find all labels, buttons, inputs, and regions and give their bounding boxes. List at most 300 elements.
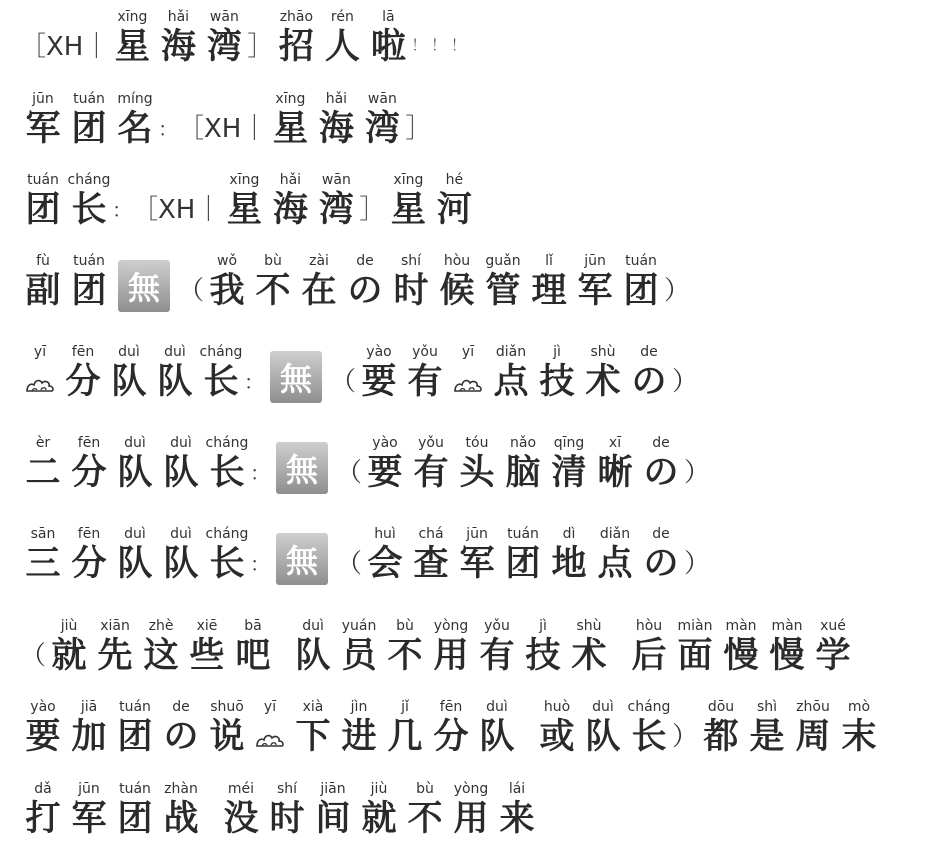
ruby-character (526, 253, 572, 312)
pinyin: yào (366, 344, 392, 360)
ruby-character (20, 526, 66, 585)
pinyin: yǒu (412, 344, 438, 360)
ruby-character (158, 699, 204, 758)
pinyin: duì (118, 344, 140, 360)
ruby-character (546, 435, 592, 494)
pinyin: jì (539, 618, 547, 634)
pinyin: fēn (77, 435, 101, 451)
ruby-character (319, 9, 365, 68)
ruby-character (20, 781, 66, 840)
colon-mark: ： (112, 198, 132, 222)
ruby-character (428, 618, 474, 677)
pinyin: chá (418, 526, 444, 542)
punctuation: ） (672, 367, 699, 397)
hanzi: 分 (71, 453, 107, 493)
hanzi: 长 (203, 362, 239, 402)
ruby-character (46, 618, 92, 677)
pinyin: shù (576, 618, 602, 634)
colon-mark: ： (158, 117, 178, 141)
hanzi: 星 (114, 27, 150, 67)
hanzi: 时 (393, 271, 429, 311)
hanzi: 湾 (364, 109, 400, 149)
hanzi: の (643, 453, 679, 493)
ruby-character (336, 699, 382, 758)
ruby-character (221, 172, 267, 231)
ruby-character (184, 618, 230, 677)
pinyin: bù (396, 618, 414, 634)
ruby-character (408, 526, 454, 585)
pinyin: fēn (77, 526, 101, 542)
ruby-character (204, 699, 250, 758)
hanzi: 要 (25, 717, 61, 757)
pinyin: hé (445, 172, 464, 188)
hanzi: 就 (51, 636, 87, 676)
hanzi: 查 (413, 544, 449, 584)
ruby-character (638, 435, 684, 494)
hanzi: 学 (815, 636, 851, 676)
ruby-character (454, 526, 500, 585)
ruby-character (112, 526, 158, 585)
pinyin: jìn (350, 699, 368, 715)
ruby-character (204, 253, 250, 312)
hanzi: 都 (703, 717, 739, 757)
ruby-character (744, 699, 790, 758)
hanzi: 队 (117, 544, 153, 584)
pinyin: jiā (80, 699, 98, 715)
pinyin: tuán (27, 172, 59, 188)
hanzi: 团 (71, 271, 107, 311)
pinyin: duì (170, 435, 192, 451)
colon-mark: ： (250, 461, 270, 485)
pinyin: dì (562, 526, 576, 542)
pinyin: yǒu (484, 618, 510, 634)
ruby-character (336, 618, 382, 677)
hanzi: 些 (189, 636, 225, 676)
pinyin: yòng (453, 781, 489, 797)
ruby-character (158, 526, 204, 585)
ruby-character (474, 618, 520, 677)
hanzi: 候 (439, 271, 475, 311)
hanzi: 慢 (769, 636, 805, 676)
ruby-character (500, 435, 546, 494)
ruby-character (204, 435, 250, 494)
pinyin: de (652, 435, 670, 451)
punctuation: （ (178, 276, 205, 306)
pinyin: jūn (466, 526, 488, 542)
hanzi: 长 (209, 453, 245, 493)
ruby-character (310, 781, 356, 840)
pinyin: yī (33, 344, 47, 360)
pinyin: yào (30, 699, 56, 715)
hanzi: 先 (97, 636, 133, 676)
hanzi: 不 (255, 271, 291, 311)
ruby-character (250, 699, 290, 758)
hanzi: 打 (25, 799, 61, 839)
pinyin: yī (263, 699, 277, 715)
hanzi: 战 (163, 799, 199, 839)
pinyin: duì (170, 526, 192, 542)
ruby-character (201, 9, 247, 68)
ruby-character (273, 9, 319, 68)
ruby-character (20, 253, 66, 312)
ruby-character (638, 526, 684, 585)
pinyin: méi (227, 781, 255, 797)
hanzi: 星 (390, 190, 426, 230)
hanzi: 员 (341, 636, 377, 676)
pinyin: shí (400, 253, 422, 269)
pinyin: hǎi (167, 9, 190, 25)
ruby-character (672, 618, 718, 677)
text-line (20, 617, 856, 677)
hanzi: 慢 (723, 636, 759, 676)
ruby-character (20, 91, 66, 150)
ruby-character (626, 344, 672, 403)
text-line (20, 780, 540, 840)
pinyin: duì (164, 344, 186, 360)
hanzi: 点 (597, 544, 633, 584)
hanzi: 队 (295, 636, 331, 676)
ruby-character (494, 781, 540, 840)
cloud-icon (253, 716, 287, 758)
hanzi: 星 (272, 109, 308, 149)
hanzi: 长 (71, 190, 107, 230)
ruby-character (836, 699, 882, 758)
pinyin: bù (416, 781, 434, 797)
pinyin: zhōu (796, 699, 830, 715)
punctuation: ［XH｜ (132, 195, 222, 225)
ruby-character (264, 781, 310, 840)
hanzi: 团 (25, 190, 61, 230)
hanzi: 理 (531, 271, 567, 311)
pinyin: wān (367, 91, 397, 107)
hanzi: 队 (479, 717, 515, 757)
hanzi: 面 (677, 636, 713, 676)
hanzi: の (347, 271, 383, 311)
pinyin: cháng (205, 526, 249, 542)
hanzi: 有 (407, 362, 443, 402)
hanzi: 海 (318, 109, 354, 149)
pinyin: dōu (707, 699, 735, 715)
hanzi: 湾 (318, 190, 354, 230)
hanzi: 就 (361, 799, 397, 839)
hanzi: 是 (749, 717, 785, 757)
cloud-icon (23, 361, 57, 403)
hanzi: 要 (361, 362, 397, 402)
hanzi: 点 (493, 362, 529, 402)
ruby-character (810, 618, 856, 677)
ruby-character (434, 253, 480, 312)
pinyin: xīng (393, 172, 424, 188)
pinyin: fù (36, 253, 50, 269)
hanzi: 我 (209, 271, 245, 311)
hanzi: 长 (631, 717, 667, 757)
pinyin: guǎn (485, 253, 521, 269)
ruby-character (290, 699, 336, 758)
ruby-character (158, 781, 204, 840)
pinyin: shuō (210, 699, 244, 715)
hanzi: 人 (324, 27, 360, 67)
ruby-character (112, 91, 158, 150)
hanzi: 河 (436, 190, 472, 230)
hanzi: 星 (226, 190, 262, 230)
pinyin: huì (374, 526, 396, 542)
pinyin: duì (486, 699, 508, 715)
ruby-character (448, 781, 494, 840)
pinyin: jiù (60, 618, 78, 634)
ruby-character (158, 435, 204, 494)
ruby-character (359, 91, 405, 150)
none-emoji-icon: 無 (276, 533, 328, 585)
hanzi: 不 (407, 799, 443, 839)
hanzi: 二 (25, 453, 61, 493)
pinyin: xīng (275, 91, 306, 107)
ruby-character (718, 618, 764, 677)
hanzi: 湾 (206, 27, 242, 67)
none-emoji-icon: 無 (276, 442, 328, 494)
pinyin: cháng (205, 435, 249, 451)
pinyin: xià (302, 699, 324, 715)
ruby-character (267, 91, 313, 150)
ruby-character (66, 172, 112, 231)
hanzi: 用 (433, 636, 469, 676)
pinyin: yǒu (418, 435, 444, 451)
pinyin: màn (771, 618, 803, 634)
text-line (20, 252, 690, 312)
pinyin: shí (276, 781, 298, 797)
ruby-character (20, 699, 66, 758)
pinyin: nǎo (510, 435, 537, 451)
ruby-character (313, 91, 359, 150)
hanzi: 加 (71, 717, 107, 757)
ruby-character (580, 699, 626, 758)
pinyin: èr (35, 435, 51, 451)
hanzi: 吧 (235, 636, 271, 676)
ruby-character (218, 781, 264, 840)
ruby-character (382, 699, 428, 758)
pinyin: yào (372, 435, 398, 451)
ruby-character (431, 172, 477, 231)
pinyin: xué (820, 618, 846, 634)
ruby-character (546, 526, 592, 585)
pinyin: diǎn (495, 344, 527, 360)
none-emoji-icon: 無 (270, 351, 322, 403)
pinyin: yī (461, 344, 475, 360)
ruby-character (362, 526, 408, 585)
ruby-character (388, 253, 434, 312)
ruby-character (138, 618, 184, 677)
hanzi: 间 (315, 799, 351, 839)
pinyin: tuán (73, 253, 105, 269)
ruby-character (112, 435, 158, 494)
hanzi: の (163, 717, 199, 757)
ruby-character (296, 253, 342, 312)
ruby-character (382, 618, 428, 677)
pinyin: fēn (439, 699, 463, 715)
ruby-character (626, 699, 672, 758)
hanzi: 进 (341, 717, 377, 757)
punctuation: ］ (247, 32, 274, 62)
pinyin: xī (608, 435, 622, 451)
hanzi: 用 (453, 799, 489, 839)
pinyin: míng (117, 91, 153, 107)
ruby-character (106, 344, 152, 403)
hanzi: 说 (209, 717, 245, 757)
hanzi: 在 (301, 271, 337, 311)
ruby-character (66, 253, 112, 312)
colon-mark: ： (244, 370, 264, 394)
hanzi: 会 (367, 544, 403, 584)
hanzi: 技 (525, 636, 561, 676)
punctuation: （ (330, 367, 357, 397)
hanzi: 技 (539, 362, 575, 402)
ruby-character (480, 253, 526, 312)
pinyin: wān (209, 9, 239, 25)
pinyin: lǐ (545, 253, 553, 269)
ruby-character (566, 618, 612, 677)
ruby-character (454, 435, 500, 494)
ruby-character (448, 344, 488, 403)
pinyin: shì (756, 699, 778, 715)
pinyin: xiē (196, 618, 218, 634)
ruby-character (250, 253, 296, 312)
ruby-character (66, 699, 112, 758)
pinyin: dǎ (34, 781, 52, 797)
hanzi: 团 (71, 109, 107, 149)
pinyin: wǒ (217, 253, 238, 269)
punctuation: ） (664, 276, 691, 306)
colon-mark: ： (250, 552, 270, 576)
hanzi: 名 (117, 109, 153, 149)
hanzi: 不 (387, 636, 423, 676)
hanzi: 团 (623, 271, 659, 311)
hanzi: 没 (223, 799, 259, 839)
punctuation: （ (336, 458, 363, 488)
hanzi: 有 (479, 636, 515, 676)
hanzi: 队 (157, 362, 193, 402)
pinyin: xīng (229, 172, 260, 188)
hanzi: 地 (551, 544, 587, 584)
ruby-character (385, 172, 431, 231)
ruby-character (290, 618, 336, 677)
punctuation: ［XH｜ (20, 32, 110, 62)
pinyin: bù (264, 253, 282, 269)
hanzi: 队 (111, 362, 147, 402)
hanzi: 头 (459, 453, 495, 493)
pinyin: tóu (465, 435, 489, 451)
hanzi: 周 (795, 717, 831, 757)
hanzi: 团 (117, 799, 153, 839)
hanzi: 军 (71, 799, 107, 839)
pinyin: tuán (625, 253, 657, 269)
punctuation: ］ (359, 195, 386, 225)
hanzi: 分 (433, 717, 469, 757)
cloud-icon (451, 361, 485, 403)
ruby-character (66, 526, 112, 585)
hanzi: 副 (25, 271, 61, 311)
pinyin: de (652, 526, 670, 542)
hanzi: 军 (25, 109, 61, 149)
pinyin: yuán (341, 618, 377, 634)
pinyin: hòu (443, 253, 471, 269)
hanzi: 分 (71, 544, 107, 584)
pinyin: hǎi (325, 91, 348, 107)
ruby-character (698, 699, 744, 758)
ruby-character (534, 344, 580, 403)
pinyin: jūn (32, 91, 54, 107)
none-emoji-icon: 無 (118, 260, 170, 312)
ruby-character (592, 435, 638, 494)
punctuation: （ (336, 549, 363, 579)
pinyin: xīng (117, 9, 148, 25)
pinyin: cháng (627, 699, 671, 715)
pinyin: tuán (73, 91, 105, 107)
text-line (20, 90, 431, 150)
punctuation: ） (684, 549, 711, 579)
pinyin: qīng (553, 435, 585, 451)
pinyin: jiān (320, 781, 346, 797)
pinyin: jǐ (401, 699, 409, 715)
punctuation: （ (20, 641, 47, 671)
punctuation: ） (684, 458, 711, 488)
pinyin: de (172, 699, 190, 715)
punctuation: ］ (405, 114, 432, 144)
ruby-character (66, 435, 112, 494)
pinyin: yòng (433, 618, 469, 634)
pinyin: hǎi (279, 172, 302, 188)
ruby-character (66, 781, 112, 840)
hanzi: 来 (499, 799, 535, 839)
pinyin: de (356, 253, 374, 269)
pinyin: de (640, 344, 658, 360)
ruby-character (408, 435, 454, 494)
hanzi: 管 (485, 271, 521, 311)
hanzi: 要 (367, 453, 403, 493)
pinyin: jì (553, 344, 561, 360)
ruby-character (572, 253, 618, 312)
hanzi: 队 (163, 544, 199, 584)
pinyin: jiù (370, 781, 388, 797)
ruby-character (112, 699, 158, 758)
pinyin: rén (330, 9, 354, 25)
hanzi: 或 (539, 717, 575, 757)
pinyin: shù (590, 344, 616, 360)
hanzi: 团 (505, 544, 541, 584)
ruby-character (20, 344, 60, 403)
hanzi: 队 (163, 453, 199, 493)
hanzi: 这 (143, 636, 179, 676)
ruby-character (790, 699, 836, 758)
ruby-character (474, 699, 520, 758)
hanzi: 三 (25, 544, 61, 584)
ruby-character (580, 344, 626, 403)
pinyin: lái (508, 781, 526, 797)
ruby-character (230, 618, 276, 677)
ruby-character (152, 344, 198, 403)
pinyin: tuán (507, 526, 539, 542)
hanzi: 术 (585, 362, 621, 402)
hanzi: 军 (577, 271, 613, 311)
hanzi: 末 (841, 717, 877, 757)
ruby-character (20, 435, 66, 494)
hanzi: 军 (459, 544, 495, 584)
pinyin: zhāo (279, 9, 314, 25)
hanzi: 后 (631, 636, 667, 676)
hanzi: 清 (551, 453, 587, 493)
hanzi: 几 (387, 717, 423, 757)
hanzi: 队 (585, 717, 621, 757)
pinyin: wān (321, 172, 351, 188)
text-line (20, 171, 477, 231)
